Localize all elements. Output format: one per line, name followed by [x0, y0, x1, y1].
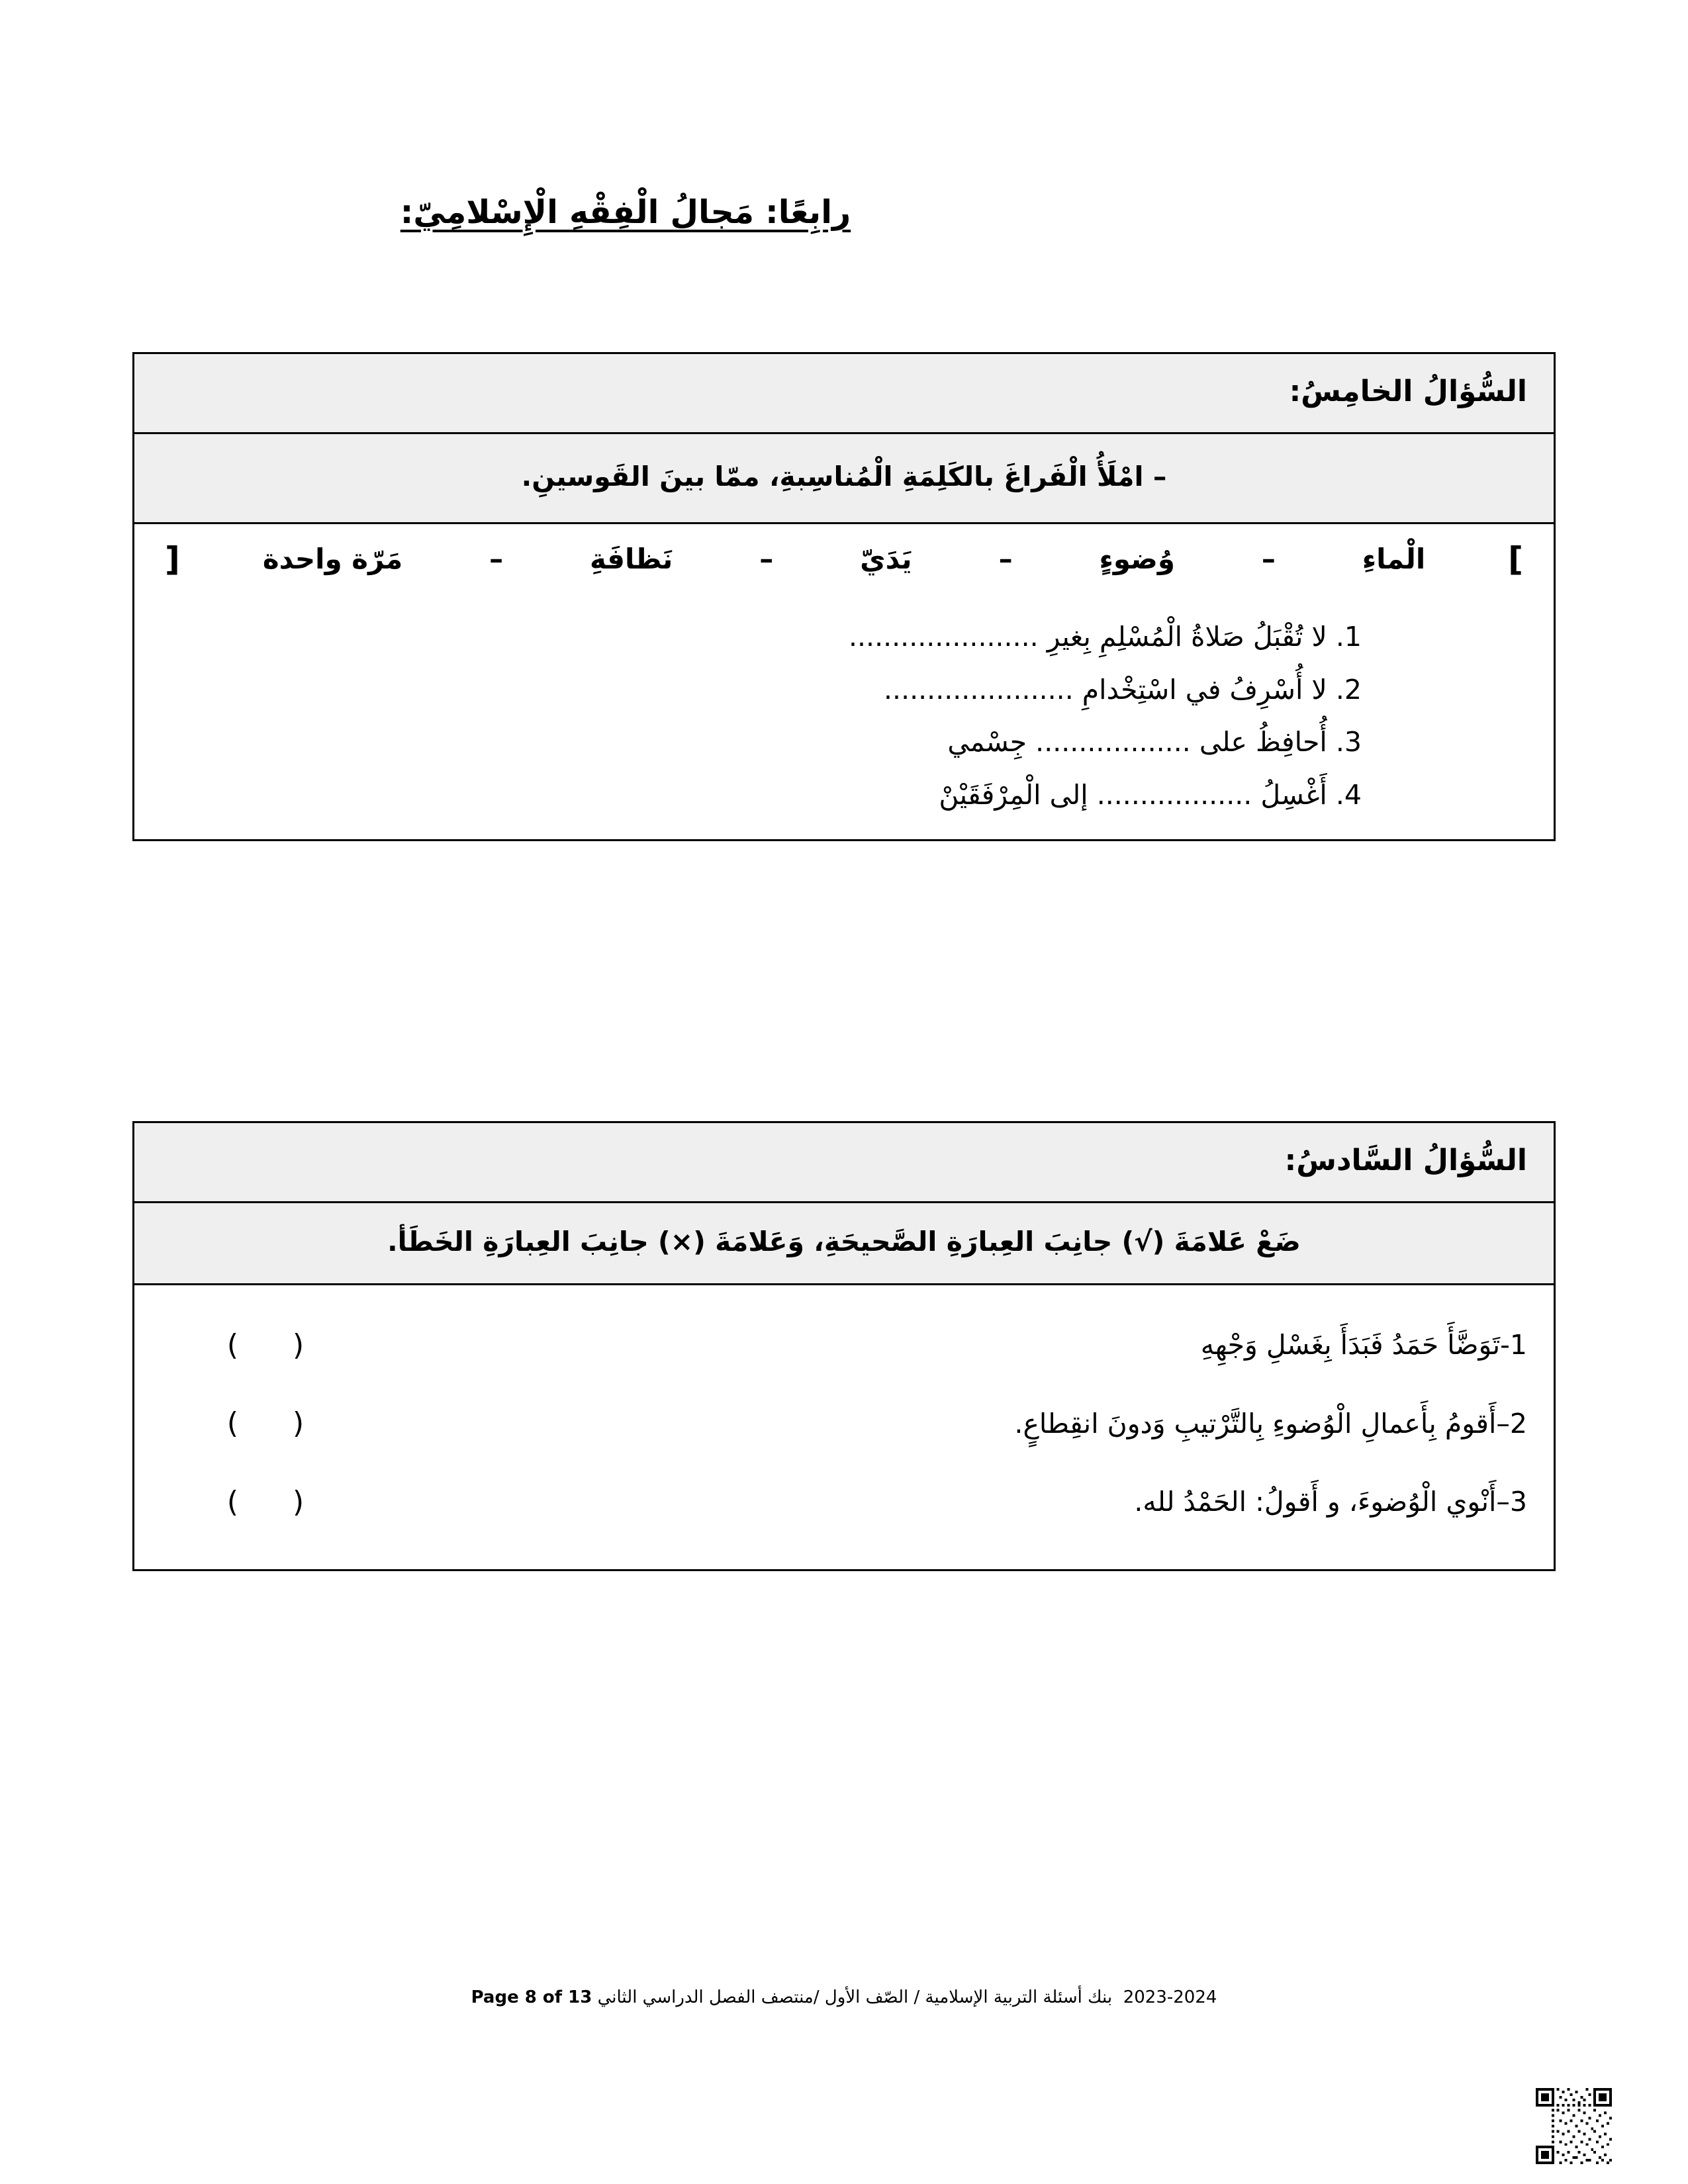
statement-1-text: تَوَضَّأَ حَمَدُ فَبَدَأَ بِغَسْلِ وَجْهِهِ	[1200, 1329, 1501, 1361]
word-bank-word-5: مَرّة واحدة	[262, 542, 403, 575]
question-five-items	[134, 598, 1554, 839]
item-3-blank[interactable]: ..................	[1035, 726, 1191, 758]
footer-year: 2023-2024	[1123, 1987, 1217, 2007]
item-4-blank[interactable]: ..................	[1096, 778, 1252, 811]
word-bank-separator-3: –	[759, 542, 774, 575]
item-4-text-before: أَغْسِلُ	[1260, 778, 1327, 811]
question-five-heading: السُّؤالُ الخامِسُ:	[1289, 375, 1527, 408]
footer-page-number: Page 8 of 13	[471, 1987, 592, 2007]
word-bank-close-bracket: [	[165, 540, 180, 579]
footer-source: بنك أسئلة التربية الإسلامية / الصّف الأول /منتصف الفصل الدراسي الثاني	[597, 1987, 1113, 2007]
answer-field-3[interactable]: ( )	[226, 1484, 327, 1519]
item-1-blank[interactable]: ......................	[848, 621, 1039, 653]
word-bank	[134, 524, 1554, 598]
item-4-text-after: إلى الْمِرْفَقَيْنْ	[939, 778, 1088, 811]
qr-code-icon	[1536, 2088, 1612, 2164]
section-title-row	[0, 191, 1688, 234]
true-false-row-3	[134, 1465, 1554, 1543]
question-six-heading-row	[134, 1123, 1554, 1203]
question-five-heading-row	[134, 354, 1554, 434]
question-six-instruction-row	[134, 1203, 1554, 1286]
question-six-box	[132, 1121, 1556, 1571]
item-2-number: 2.	[1335, 673, 1362, 705]
true-false-row-1	[134, 1308, 1554, 1386]
true-false-row-2	[134, 1386, 1554, 1464]
word-bank-word-2: وُضوءٍ	[1099, 542, 1175, 575]
statement-3-wrapper	[419, 1480, 1554, 1524]
question-five-instruction: – امْلَأُ الْفَراغَ بالكَلِمَةِ الْمُناسِبةِ، ممّا بينَ القَوسينِ.	[521, 460, 1167, 492]
fill-in-blank-item-2	[161, 664, 1527, 717]
word-bank-word-4: نَظافَةِ	[589, 542, 673, 575]
answer-field-1[interactable]: ( )	[226, 1328, 327, 1363]
true-false-list	[134, 1285, 1554, 1569]
answer-field-2[interactable]: ( )	[226, 1406, 327, 1441]
word-bank-row	[134, 524, 1554, 839]
question-five-box	[132, 352, 1556, 841]
statement-1-number: 1-	[1500, 1329, 1527, 1361]
statement-3-text: أَنْوي الْوُضوءَ، و أَقولُ: الحَمْدُ لله.	[1134, 1486, 1497, 1518]
question-six-heading: السُّؤالُ السَّادسُ:	[1284, 1144, 1527, 1177]
statement-2-text: أَقومُ بِأَعمالِ الْوُضوءِ بِالتَّرْتيبِ وَدونَ انقِطاعٍ.	[1014, 1407, 1497, 1439]
word-bank-separator-1: –	[1261, 542, 1276, 575]
word-bank-open-bracket: ]	[1508, 540, 1523, 579]
word-bank-word-3: يَدَيّ	[860, 542, 912, 575]
statement-2-number: 2–	[1496, 1407, 1527, 1439]
word-bank-separator-2: –	[998, 542, 1013, 575]
item-4-number: 4.	[1335, 778, 1362, 811]
item-1-text-before: لا تُقْبَلُ صَلاةُ الْمُسْلِمِ بِغيرِ	[1047, 621, 1327, 653]
statement-1-wrapper	[419, 1324, 1554, 1367]
item-3-number: 3.	[1335, 726, 1362, 758]
item-2-text-before: لا أُسْرِفُ في اسْتِخْدامِ	[1082, 673, 1327, 705]
item-3-text-before: أُحافِظُ على	[1199, 726, 1327, 758]
fill-in-blank-item-3	[161, 717, 1527, 770]
page-title: رابِعًا: مَجالُ الْفِقْهِ الْإِسْلامِيّ:	[400, 193, 851, 231]
statement-3-number: 3–	[1496, 1486, 1527, 1518]
item-3-text-after: جِسْمي	[947, 726, 1027, 758]
page-footer	[0, 1985, 1688, 2009]
question-six-items-row	[134, 1285, 1554, 1569]
item-2-blank[interactable]: ......................	[884, 673, 1074, 705]
fill-in-blank-item-4	[161, 770, 1527, 823]
word-bank-word-1: الْماءِ	[1362, 542, 1426, 575]
question-six-instruction: ضَعْ عَلامَةَ (√) جانِبَ العِبارَةِ الصَّحيحَةِ، وَعَلامَةَ (×) جانِبَ العِبارَةِ الخَطَأ.	[387, 1225, 1301, 1257]
word-bank-items	[180, 540, 1508, 579]
fill-in-blank-item-1	[161, 612, 1527, 664]
item-1-number: 1.	[1335, 621, 1362, 653]
statement-2-wrapper	[419, 1402, 1554, 1446]
word-bank-separator-4: –	[489, 542, 504, 575]
question-five-instruction-row	[134, 434, 1554, 525]
